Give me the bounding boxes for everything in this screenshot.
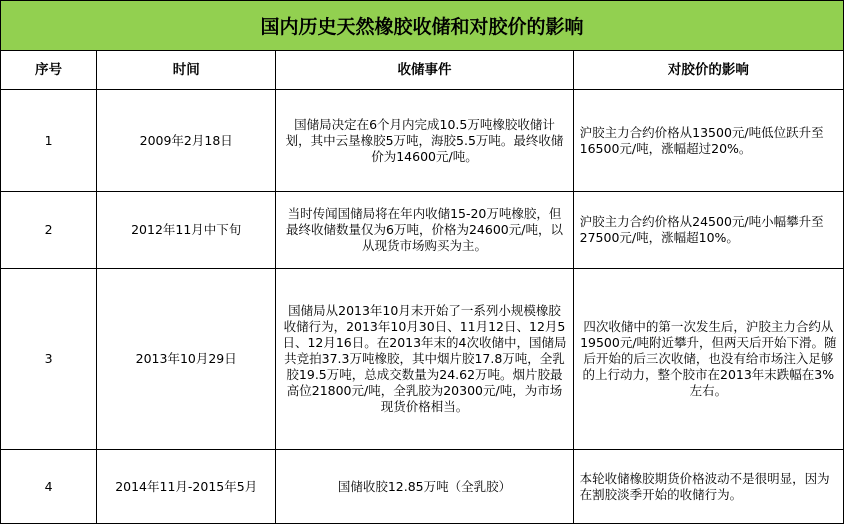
- table-title: 国内历史天然橡胶收储和对胶价的影响: [0, 0, 844, 51]
- row-event: 国储局决定在6个月内完成10.5万吨橡胶收储计划，其中云垦橡胶5万吨，海胶5.5万吨。最终收储价为14600元/吨。: [276, 90, 573, 192]
- row-impact: 沪胶主力合约价格从13500元/吨低位跃升至16500元/吨，涨幅超过20%。: [573, 90, 843, 192]
- row-impact: 本轮收储橡胶期货价格波动不是很明显，因为在割胶淡季开始的收储行为。: [573, 450, 843, 524]
- row-event: 国储局从2013年10月末开始了一系列小规模橡胶收储行为，2013年10月30日、11月12日、12月5日、12月16日。在2013年末的4次收储中，国储局共竞拍37.3万吨橡胶，其中烟片胶17.8万吨，全乳胶19.5万吨，总成交数量为24.62万吨。烟片胶最高位21800元/吨，全乳胶为20300元/吨，为市场现货价格相当。: [276, 269, 573, 450]
- table-row: [1, 90, 844, 192]
- row-time: 2009年2月18日: [97, 90, 276, 192]
- header-row: [1, 51, 844, 90]
- table-row: [1, 269, 844, 450]
- row-time: 2014年11月-2015年5月: [97, 450, 276, 524]
- row-time: 2013年10月29日: [97, 269, 276, 450]
- row-no: 4: [1, 450, 97, 524]
- row-no: 2: [1, 192, 97, 269]
- row-impact: 沪胶主力合约价格从24500元/吨小幅攀升至27500元/吨，涨幅超10%。: [573, 192, 843, 269]
- row-event: 国储收胶12.85万吨（全乳胶）: [276, 450, 573, 524]
- row-event: 当时传闻国储局将在年内收储15-20万吨橡胶，但最终收储数量仅为6万吨，价格为24600元/吨，以从现货市场购买为主。: [276, 192, 573, 269]
- header-no: 序号: [1, 51, 97, 90]
- reserve-table: [0, 50, 844, 524]
- row-impact: 四次收储中的第一次发生后，沪胶主力合约从19500元/吨附近攀升，但两天后开始下滑。随后开始的后三次收储，也没有给市场注入足够的上行动力，整个胶市在2013年末跌幅在3%左右。: [573, 269, 843, 450]
- table-row: [1, 450, 844, 524]
- table-row: [1, 192, 844, 269]
- header-event: 收储事件: [276, 51, 573, 90]
- header-time: 时间: [97, 51, 276, 90]
- row-time: 2012年11月中下旬: [97, 192, 276, 269]
- row-no: 3: [1, 269, 97, 450]
- row-no: 1: [1, 90, 97, 192]
- header-impact: 对胶价的影响: [573, 51, 843, 90]
